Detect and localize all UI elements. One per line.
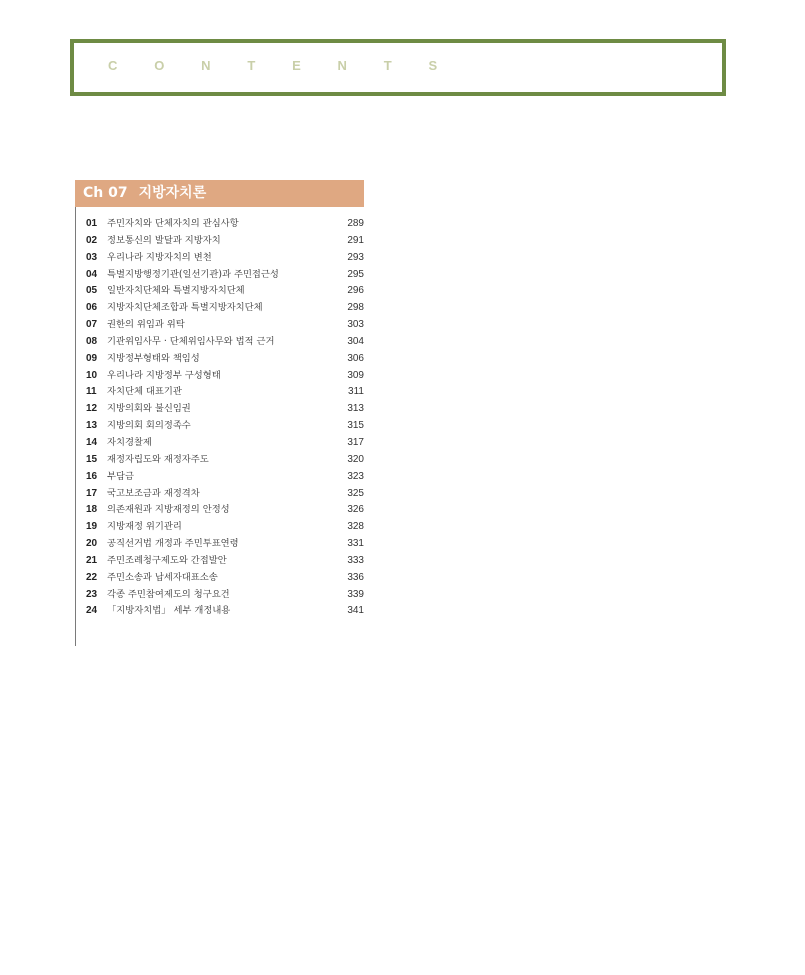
toc-entry[interactable]	[76, 570, 364, 587]
contents-header-box	[70, 39, 726, 96]
toc-entry[interactable]	[76, 452, 364, 469]
toc-entry[interactable]	[76, 233, 364, 250]
toc-entry-title: 부담금	[107, 470, 134, 482]
toc-entry-title: 주민자치와 단체자치의 관심사항	[107, 218, 239, 229]
toc-entry-title: 각종 주민참여제도의 청구요건	[107, 588, 230, 600]
toc-entry[interactable]	[76, 250, 364, 267]
toc-entry[interactable]	[76, 317, 364, 334]
toc-entry-page: 331	[347, 538, 364, 550]
toc-entry-title: 지방정부형태와 책임성	[107, 352, 200, 364]
toc-entry-number: 21	[86, 554, 98, 566]
toc-entry-page: 328	[347, 521, 364, 533]
toc-entry-title: 주민조례청구제도와 간접발안	[107, 554, 227, 566]
toc-entry-title: 우리나라 지방정부 구성형태	[107, 369, 221, 381]
toc-entry-title: 일반자치단체와 특별지방자치단체	[107, 285, 245, 297]
toc-entry-page: 304	[347, 335, 364, 347]
toc-entry-number: 09	[86, 352, 98, 364]
toc-list	[75, 207, 364, 646]
toc-entry-number: 06	[86, 302, 98, 314]
toc-entry-number: 23	[86, 588, 98, 600]
toc-entry[interactable]	[76, 502, 364, 519]
toc-entry-number: 08	[86, 335, 98, 347]
toc-entry-number: 16	[86, 470, 98, 482]
toc-entry-page: 326	[347, 504, 364, 516]
toc-entry-page: 320	[347, 453, 364, 465]
chapter-section	[75, 180, 364, 646]
toc-entry[interactable]	[76, 587, 364, 604]
toc-entry-page: 289	[347, 218, 364, 229]
toc-entry[interactable]	[76, 401, 364, 418]
toc-entry[interactable]	[76, 519, 364, 536]
toc-entry[interactable]	[76, 553, 364, 570]
toc-entry-page: 311	[348, 386, 364, 398]
toc-entry-number: 22	[86, 571, 98, 583]
toc-entry[interactable]	[76, 283, 364, 300]
toc-entry-number: 05	[86, 285, 98, 297]
toc-entry-page: 291	[347, 234, 364, 246]
toc-entry-title: 주민소송과 납세자대표소송	[107, 571, 218, 583]
toc-entry-title: 지방의회 회의정족수	[107, 420, 191, 432]
toc-entry-number: 18	[86, 504, 98, 516]
toc-entry-title: 지방자치단체조합과 특별지방자치단체	[107, 302, 263, 314]
toc-entry[interactable]	[76, 418, 364, 435]
toc-entry[interactable]	[76, 486, 364, 503]
toc-entry-page: 303	[347, 319, 364, 331]
chapter-header	[75, 180, 364, 207]
toc-entry-title: 지방의회와 불신임권	[107, 403, 191, 415]
toc-entry-number: 07	[86, 319, 98, 331]
toc-entry-title: 기관위임사무 · 단체위임사무와 법적 근거	[107, 335, 275, 347]
toc-entry[interactable]	[76, 384, 364, 401]
toc-entry-title: 우리나라 지방자치의 변천	[107, 251, 212, 263]
toc-entry-number: 01	[86, 218, 98, 229]
toc-entry-title: 특별지방행정기관(일선기관)과 주민접근성	[107, 268, 279, 280]
toc-entry-title: 권한의 위임과 위탁	[107, 319, 185, 331]
toc-entry-page: 333	[347, 554, 364, 566]
chapter-title: 지방자치론	[138, 185, 207, 201]
toc-entry-page: 323	[347, 470, 364, 482]
toc-entry-page: 298	[347, 302, 364, 314]
toc-entry-page: 341	[347, 605, 364, 617]
toc-entry-number: 19	[86, 521, 98, 533]
chapter-number: Ch 07	[83, 185, 128, 201]
toc-entry[interactable]	[76, 351, 364, 368]
toc-entry-title: 「지방자치법」 세부 개정내용	[107, 605, 231, 617]
toc-entry-page: 309	[347, 369, 364, 381]
toc-entry-number: 03	[86, 251, 98, 263]
toc-entry[interactable]	[76, 469, 364, 486]
toc-entry-number: 17	[86, 487, 98, 499]
toc-entry-number: 13	[86, 420, 98, 432]
toc-entry[interactable]	[76, 300, 364, 317]
toc-entry-page: 306	[347, 352, 364, 364]
toc-entry-page: 296	[347, 285, 364, 297]
toc-entry-title: 의존재원과 지방재정의 안정성	[107, 504, 230, 516]
toc-entry-title: 지방재정 위기관리	[107, 521, 182, 533]
toc-entry-number: 15	[86, 453, 98, 465]
toc-entry-page: 339	[347, 588, 364, 600]
toc-entry-title: 공직선거법 개정과 주민투표연령	[107, 538, 239, 550]
toc-entry-number: 20	[86, 538, 98, 550]
toc-entry-number: 10	[86, 369, 98, 381]
toc-entry[interactable]	[76, 435, 364, 452]
toc-entry-title: 자치단체 대표기관	[107, 386, 182, 398]
toc-entry-page: 317	[347, 436, 364, 448]
toc-entry-page: 313	[347, 403, 364, 415]
toc-entry-page: 315	[347, 420, 364, 432]
toc-entry-number: 04	[86, 268, 98, 280]
toc-entry-title: 자치경찰제	[107, 436, 152, 448]
toc-entry-title: 재정자립도와 재정자주도	[107, 453, 209, 465]
toc-entry-page: 325	[347, 487, 364, 499]
toc-entry-page: 293	[347, 251, 364, 263]
toc-entry[interactable]	[76, 334, 364, 351]
toc-entry-number: 02	[86, 234, 98, 246]
toc-entry-page: 336	[347, 571, 364, 583]
toc-entry[interactable]	[76, 267, 364, 284]
contents-title: C O N T E N T S	[108, 58, 454, 73]
toc-entry-title: 정보통신의 발달과 지방자치	[107, 234, 221, 246]
toc-entry[interactable]	[76, 603, 364, 620]
toc-entry-title: 국고보조금과 재정격차	[107, 487, 200, 499]
toc-entry-number: 24	[86, 605, 98, 617]
toc-entry-number: 12	[86, 403, 98, 415]
toc-entry-page: 295	[347, 268, 364, 280]
toc-entry[interactable]	[76, 216, 364, 233]
toc-entry[interactable]	[76, 368, 364, 385]
toc-entry-number: 11	[86, 386, 97, 398]
toc-entry[interactable]	[76, 536, 364, 553]
toc-entry-number: 14	[86, 436, 98, 448]
